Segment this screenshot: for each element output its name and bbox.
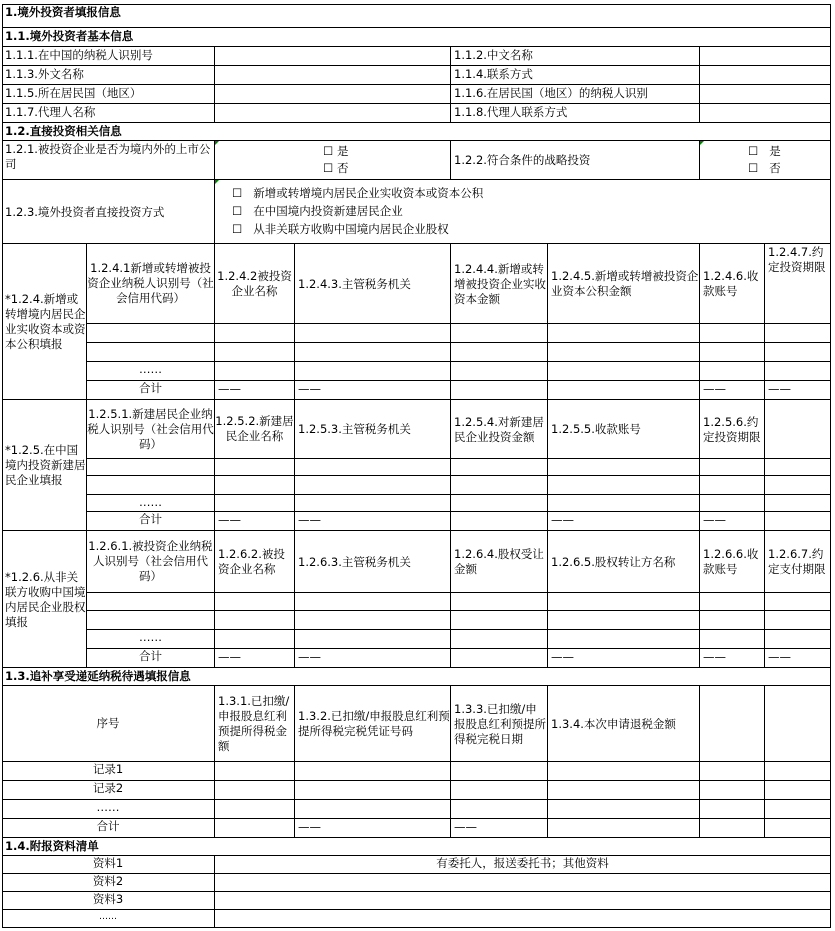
record-label: 记录1 <box>2 762 215 781</box>
invest-way-options <box>215 180 831 244</box>
group-1-2-4-header: 1.2.4.7.约定投资期限 <box>765 244 831 324</box>
basic-info-input[interactable] <box>215 47 451 66</box>
question-1-2-2: 1.2.2.符合条件的战略投资 <box>451 141 700 180</box>
group-1-2-4-input[interactable] <box>451 343 548 362</box>
group-1-2-5-input[interactable] <box>548 495 700 512</box>
deferral-input[interactable] <box>548 800 700 819</box>
deferral-input[interactable] <box>700 781 765 800</box>
total-dash: —— <box>451 819 548 838</box>
deferral-header: 1.3.1.已扣缴/申报股息红利预提所得税金额 <box>215 686 295 762</box>
group-1-2-6-input[interactable] <box>451 630 548 649</box>
group-1-2-4-header: 1.2.4.1新增或转增被投资企业纳税人识别号（社会信用代码） <box>87 244 215 324</box>
invest-way-label: 从非关联方收购中国境内居民企业股权 <box>253 222 449 236</box>
group-1-2-6-input[interactable] <box>700 630 765 649</box>
deferral-input[interactable] <box>548 762 700 781</box>
group-1-2-4-input[interactable] <box>295 324 451 343</box>
checkbox-icon[interactable]: ☐ <box>232 186 243 200</box>
basic-info-input[interactable] <box>215 66 451 85</box>
deferral-input[interactable] <box>700 800 765 819</box>
deferral-input[interactable] <box>215 800 295 819</box>
question-1-2-3: 1.2.3.境外投资者直接投资方式 <box>2 180 215 244</box>
checkbox-icon[interactable]: ☐ <box>323 144 334 158</box>
group-1-2-5-header: 1.2.5.2.新建居民企业名称 <box>215 400 295 459</box>
group-1-2-6-input[interactable] <box>215 611 295 630</box>
group-1-2-6-input[interactable] <box>548 611 700 630</box>
group-1-2-6-input[interactable] <box>451 593 548 611</box>
group-1-2-6-header: 1.2.6.4.股权受让金额 <box>451 531 548 593</box>
group-1-2-4-input[interactable] <box>548 343 700 362</box>
section-title-1: 1.境外投资者填报信息 <box>2 4 831 28</box>
group-1-2-6-input[interactable] <box>295 630 451 649</box>
section-title-1-2: 1.2.直接投资相关信息 <box>2 123 831 141</box>
group-1-2-6-input[interactable] <box>295 593 451 611</box>
deferral-input[interactable] <box>215 819 295 838</box>
group-1-2-6-header: 1.2.6.5.股权转让方名称 <box>548 531 700 593</box>
group-1-2-5-input[interactable] <box>765 476 831 495</box>
basic-info-input[interactable] <box>700 47 831 66</box>
group-1-2-4-input[interactable] <box>215 343 295 362</box>
checkbox-icon[interactable]: ☐ <box>748 144 759 158</box>
group-1-2-4-input[interactable] <box>451 381 548 400</box>
invest-way-option[interactable] <box>232 186 483 201</box>
invest-way-option[interactable] <box>232 222 449 237</box>
group-1-2-6-input[interactable] <box>765 611 831 630</box>
group-1-2-5-input[interactable] <box>451 512 548 531</box>
group-1-2-4-input[interactable] <box>700 343 765 362</box>
group-1-2-4-label: *1.2.4.新增或转增境内居民企业实收资本或资本公积填报 <box>2 244 87 400</box>
checkbox-icon[interactable]: ☐ <box>232 222 243 236</box>
question-1-2-1: 1.2.1.被投资企业是否为境内外的上市公司 <box>2 141 215 180</box>
group-1-2-6-input[interactable] <box>765 593 831 611</box>
group-1-2-6-header: 1.2.6.2.被投资企业名称 <box>215 531 295 593</box>
group-1-2-6-input[interactable] <box>295 611 451 630</box>
deferral-input[interactable] <box>765 819 831 838</box>
seq-header: 序号 <box>2 686 215 762</box>
basic-info-label: 1.1.5.所在居民国（地区） <box>2 85 215 104</box>
total-dash: —— <box>548 649 700 668</box>
group-1-2-4-input[interactable] <box>765 343 831 362</box>
group-1-2-5-header: 1.2.5.4.对新建居民企业投资金额 <box>451 400 548 459</box>
group-1-2-5-input[interactable] <box>548 459 700 476</box>
attachment-label: 资料2 <box>2 874 215 892</box>
group-1-2-5-input[interactable] <box>700 476 765 495</box>
group-1-2-5-input[interactable] <box>295 495 451 512</box>
group-1-2-4-input[interactable] <box>548 324 700 343</box>
attachment-input[interactable] <box>215 910 831 928</box>
group-1-2-6-header: 1.2.6.6.收款账号 <box>700 531 765 593</box>
deferral-input[interactable] <box>295 800 451 819</box>
group-1-2-6-header: 1.2.6.7.约定支付期限 <box>765 531 831 593</box>
deferral-header: 1.3.2.已扣缴/申报股息红利预提所得税完税凭证号码 <box>295 686 451 762</box>
ellipsis-row-label: …… <box>87 362 215 381</box>
group-1-2-4-header: 1.2.4.3.主管税务机关 <box>295 244 451 324</box>
yes-no-choice-1-2-2[interactable] <box>700 141 831 180</box>
attachment-input[interactable] <box>215 874 831 892</box>
deferral-input[interactable] <box>700 819 765 838</box>
invest-way-label: 新增或转增境内居民企业实收资本或资本公积 <box>253 186 484 200</box>
deferral-input[interactable] <box>700 762 765 781</box>
group-1-2-5-input[interactable] <box>765 459 831 476</box>
no-label: 否 <box>336 161 349 175</box>
group-1-2-4-input[interactable] <box>295 343 451 362</box>
total-dash: —— <box>295 381 451 400</box>
group-1-2-5-header <box>765 400 831 459</box>
deferral-input[interactable] <box>451 781 548 800</box>
total-dash: —— <box>215 512 295 531</box>
checkbox-icon[interactable]: ☐ <box>232 204 243 218</box>
ellipsis-row-label: …… <box>87 495 215 512</box>
group-1-2-5-input[interactable] <box>765 512 831 531</box>
group-1-2-6-header: 1.2.6.3.主管税务机关 <box>295 531 451 593</box>
yes-label: 是 <box>336 144 349 158</box>
ellipsis-row-label: …… <box>2 800 215 819</box>
total-label: 合计 <box>87 649 215 668</box>
total-label: 合计 <box>87 381 215 400</box>
group-1-2-4-input[interactable] <box>451 324 548 343</box>
total-dash: —— <box>765 381 831 400</box>
group-1-2-4-input[interactable] <box>87 324 215 343</box>
basic-info-input[interactable] <box>700 104 831 123</box>
group-1-2-4-header: 1.2.4.6.收款账号 <box>700 244 765 324</box>
invest-way-label: 在中国境内投资新建居民企业 <box>253 204 403 218</box>
group-1-2-5-label: *1.2.5.在中国境内投资新建居民企业填报 <box>2 400 87 531</box>
group-1-2-5-input[interactable] <box>87 459 215 476</box>
basic-info-input[interactable] <box>215 85 451 104</box>
group-1-2-4-input[interactable] <box>451 362 548 381</box>
group-1-2-4-input[interactable] <box>215 362 295 381</box>
attachment-label: 资料1 <box>2 856 215 874</box>
group-1-2-4-input[interactable] <box>87 343 215 362</box>
attachment-note: 有委托人，报送委托书；其他资料 <box>215 856 831 874</box>
attachment-label: 资料3 <box>2 892 215 910</box>
group-1-2-5-input[interactable] <box>451 476 548 495</box>
total-dash: —— <box>295 649 451 668</box>
deferral-header: 1.3.3.已扣缴/申报股息红利预提所得税完税日期 <box>451 686 548 762</box>
total-dash: —— <box>700 512 765 531</box>
total-dash: —— <box>700 381 765 400</box>
attachment-input[interactable] <box>215 892 831 910</box>
group-1-2-5-input[interactable] <box>87 476 215 495</box>
deferral-input[interactable] <box>548 819 700 838</box>
group-1-2-5-header: 1.2.5.3.主管税务机关 <box>295 400 451 459</box>
group-1-2-4-header: 1.2.4.5.新增或转增被投资企业资本公积金额 <box>548 244 700 324</box>
group-1-2-5-header: 1.2.5.1.新建居民企业纳税人识别号（社会信用代码） <box>87 400 215 459</box>
basic-info-input[interactable] <box>700 85 831 104</box>
deferral-input[interactable] <box>451 800 548 819</box>
deferral-header-empty <box>700 686 765 762</box>
ellipsis-row-label: …… <box>2 910 215 928</box>
total-dash: —— <box>700 649 765 668</box>
total-label: 合计 <box>87 512 215 531</box>
deferral-input[interactable] <box>295 781 451 800</box>
group-1-2-5-input[interactable] <box>765 495 831 512</box>
total-label: 合计 <box>2 819 215 838</box>
group-1-2-5-input[interactable] <box>215 476 295 495</box>
group-1-2-4-header: 1.2.4.4.新增或转增被投资企业实收资本金额 <box>451 244 548 324</box>
basic-info-label: 1.1.1.在中国的纳税人识别号 <box>2 47 215 66</box>
total-dash: —— <box>295 819 451 838</box>
checkbox-icon[interactable]: ☐ <box>323 161 334 175</box>
deferral-input[interactable] <box>765 762 831 781</box>
group-1-2-4-input[interactable] <box>548 362 700 381</box>
group-1-2-6-input[interactable] <box>700 593 765 611</box>
group-1-2-5-header: 1.2.5.6.约定投资期限 <box>700 400 765 459</box>
yes-label: 是 <box>769 144 781 158</box>
group-1-2-4-header: 1.2.4.2被投资企业名称 <box>215 244 295 324</box>
deferral-header: 1.3.4.本次申请退税金额 <box>548 686 700 762</box>
basic-info-input[interactable] <box>215 104 451 123</box>
group-1-2-5-input[interactable] <box>215 495 295 512</box>
group-1-2-6-input[interactable] <box>87 593 215 611</box>
group-1-2-6-input[interactable] <box>215 630 295 649</box>
group-1-2-4-input[interactable] <box>700 362 765 381</box>
group-1-2-5-input[interactable] <box>295 476 451 495</box>
total-dash: —— <box>215 381 295 400</box>
checkbox-icon[interactable]: ☐ <box>748 161 759 175</box>
group-1-2-4-input[interactable] <box>765 362 831 381</box>
ellipsis-row-label: …… <box>87 630 215 649</box>
deferral-input[interactable] <box>765 800 831 819</box>
group-1-2-5-input[interactable] <box>451 495 548 512</box>
group-1-2-6-input[interactable] <box>548 630 700 649</box>
group-1-2-5-input[interactable] <box>700 495 765 512</box>
section-title-1-1: 1.1.境外投资者基本信息 <box>2 28 831 47</box>
group-1-2-5-input[interactable] <box>295 459 451 476</box>
invest-way-option[interactable] <box>232 204 403 219</box>
group-1-2-6-input[interactable] <box>215 593 295 611</box>
total-dash: —— <box>295 512 451 531</box>
group-1-2-6-input[interactable] <box>765 630 831 649</box>
total-dash: —— <box>765 649 831 668</box>
basic-info-label: 1.1.6.在居民国（地区）的纳税人识别 <box>451 85 700 104</box>
deferral-input[interactable] <box>215 781 295 800</box>
group-1-2-6-label: *1.2.6.从非关联方收购中国境内居民企业股权填报 <box>2 531 87 668</box>
group-1-2-5-input[interactable] <box>548 476 700 495</box>
basic-info-label: 1.1.4.联系方式 <box>451 66 700 85</box>
total-dash: —— <box>215 649 295 668</box>
basic-info-label: 1.1.7.代理人名称 <box>2 104 215 123</box>
total-dash: —— <box>548 512 700 531</box>
group-1-2-4-input[interactable] <box>295 362 451 381</box>
group-1-2-4-input[interactable] <box>765 324 831 343</box>
deferral-input[interactable] <box>451 762 548 781</box>
group-1-2-4-input[interactable] <box>215 324 295 343</box>
group-1-2-6-input[interactable] <box>700 611 765 630</box>
group-1-2-5-header: 1.2.5.5.收款账号 <box>548 400 700 459</box>
no-label: 否 <box>769 161 781 175</box>
basic-info-label: 1.1.8.代理人联系方式 <box>451 104 700 123</box>
group-1-2-6-input[interactable] <box>451 649 548 668</box>
group-1-2-6-input[interactable] <box>87 611 215 630</box>
group-1-2-5-input[interactable] <box>700 459 765 476</box>
deferral-input[interactable] <box>295 762 451 781</box>
record-label: 记录2 <box>2 781 215 800</box>
group-1-2-6-header: 1.2.6.1.被投资企业纳税人识别号（社会信用代码） <box>87 531 215 593</box>
section-title-1-4: 1.4.附报资料清单 <box>2 838 831 856</box>
group-1-2-6-input[interactable] <box>451 611 548 630</box>
basic-info-label: 1.1.3.外文名称 <box>2 66 215 85</box>
yes-no-choice-1-2-1[interactable] <box>215 141 451 180</box>
group-1-2-4-input[interactable] <box>548 381 700 400</box>
group-1-2-4-input[interactable] <box>700 324 765 343</box>
deferral-input[interactable] <box>765 781 831 800</box>
section-title-1-3: 1.3.追补享受递延纳税待遇填报信息 <box>2 668 831 686</box>
basic-info-input[interactable] <box>700 66 831 85</box>
deferral-input[interactable] <box>215 762 295 781</box>
deferral-header-empty <box>765 686 831 762</box>
group-1-2-5-input[interactable] <box>215 459 295 476</box>
deferral-input[interactable] <box>548 781 700 800</box>
basic-info-label: 1.1.2.中文名称 <box>451 47 700 66</box>
group-1-2-6-input[interactable] <box>548 593 700 611</box>
group-1-2-5-input[interactable] <box>451 459 548 476</box>
